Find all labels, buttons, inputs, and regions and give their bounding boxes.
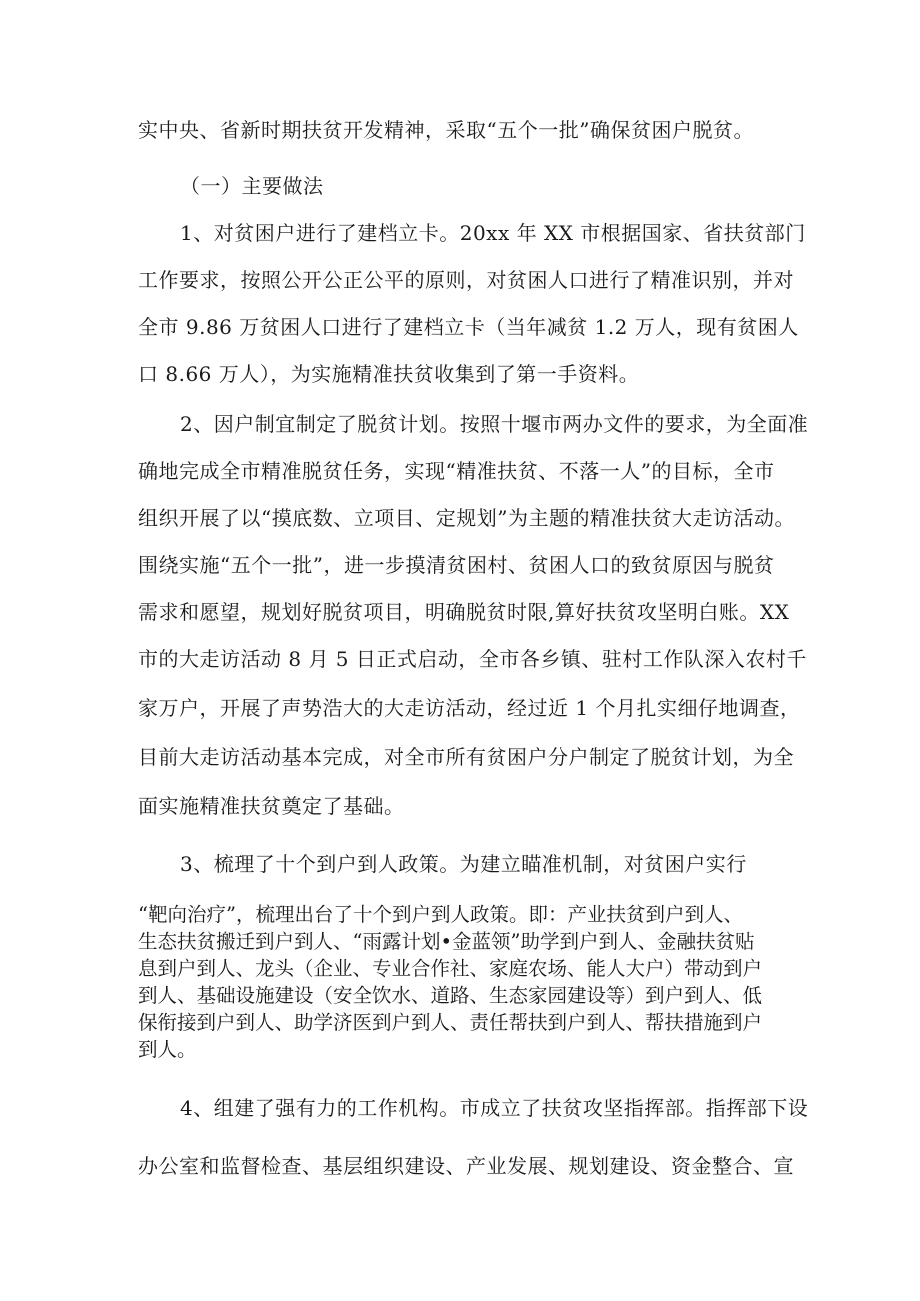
section-heading: （一）主要做法 [180,174,324,198]
paragraph-1-line: 口 8.66 万人），为实施精准扶贫收集到了第一手资料。 [138,362,640,386]
paragraph-3-line: 保衔接到户到人、助学济医到户到人、责任帮扶到户到人、帮扶措施到户 [138,1011,763,1034]
paragraph-4-line: 4、组建了强有力的工作机构。市成立了扶贫攻坚指挥部。指挥部下设 [180,1096,809,1120]
paragraph-2-line: 面实施精准扶贫奠定了基础。 [138,794,405,818]
paragraph-1-line: 1、对贫困户进行了建档立卡。20xx 年 XX 市根据国家、省扶贫部门 [180,221,806,245]
paragraph-3-line: “靶向治疗”，梳理出台了十个到户到人政策。即：产业扶贫到户到人、 [138,903,743,926]
paragraph-2-line: 目前大走访活动基本完成，对全市所有贫困户分户制定了脱贫计划，为全 [138,745,794,769]
paragraph-2-line: 围绕实施“五个一批”，进一步摸清贫困村、贫困人口的致贫原因与脱贫 [138,553,775,577]
paragraph-2-line: 确地完成全市精准脱贫任务，实现“精准扶贫、不落一人”的目标，全市 [138,459,775,483]
paragraph-2-line: 2、因户制宜制定了脱贫计划。按照十堰市两办文件的要求，为全面准 [180,412,809,436]
body-text-line: 实中央、省新时期扶贫开发精神，采取“五个一批”确保贫困户脱贫。 [138,118,754,142]
paragraph-4-line: 办公室和监督检查、基层组织建设、产业发展、规划建设、资金整合、宣 [138,1154,794,1178]
paragraph-2-line: 家万户，开展了声势浩大的大走访活动，经过近 1 个月扎实细仔地调查， [138,696,801,720]
paragraph-3-line: 息到户到人、龙头（企业、专业合作社、家庭农场、能人大户）带动到户 [138,957,763,980]
paragraph-3-line: 到人、基础设施建设（安全饮水、道路、生态家园建设等）到户到人、低 [138,984,763,1007]
paragraph-3-line: 3、梳理了十个到户到人政策。为建立瞄准机制，对贫困户实行 [180,852,747,876]
paragraph-2-line: 组织开展了以“摸底数、立项目、定规划”为主题的精准扶贫大走访活动。 [138,506,795,530]
paragraph-1-line: 工作要求，按照公开公正公平的原则，对贫困人口进行了精准识别，并对 [138,268,794,292]
paragraph-3-line: 到人。 [138,1038,197,1061]
paragraph-2-line: 需求和愿望，规划好脱贫项目，明确脱贫时限,算好扶贫攻坚明白账。XX [138,600,790,624]
paragraph-1-line: 全市 9.86 万贫困人口进行了建档立卡（当年减贫 1.2 万人，现有贫困人 [138,315,799,339]
paragraph-2-line: 市的大走访活动 8 月 5 日正式启动，全市各乡镇、驻村工作队深入农村千 [138,647,807,671]
paragraph-3-line: 生态扶贫搬迁到户到人、“雨露计划•金蓝领”助学到户到人、金融扶贫贴 [138,930,755,953]
